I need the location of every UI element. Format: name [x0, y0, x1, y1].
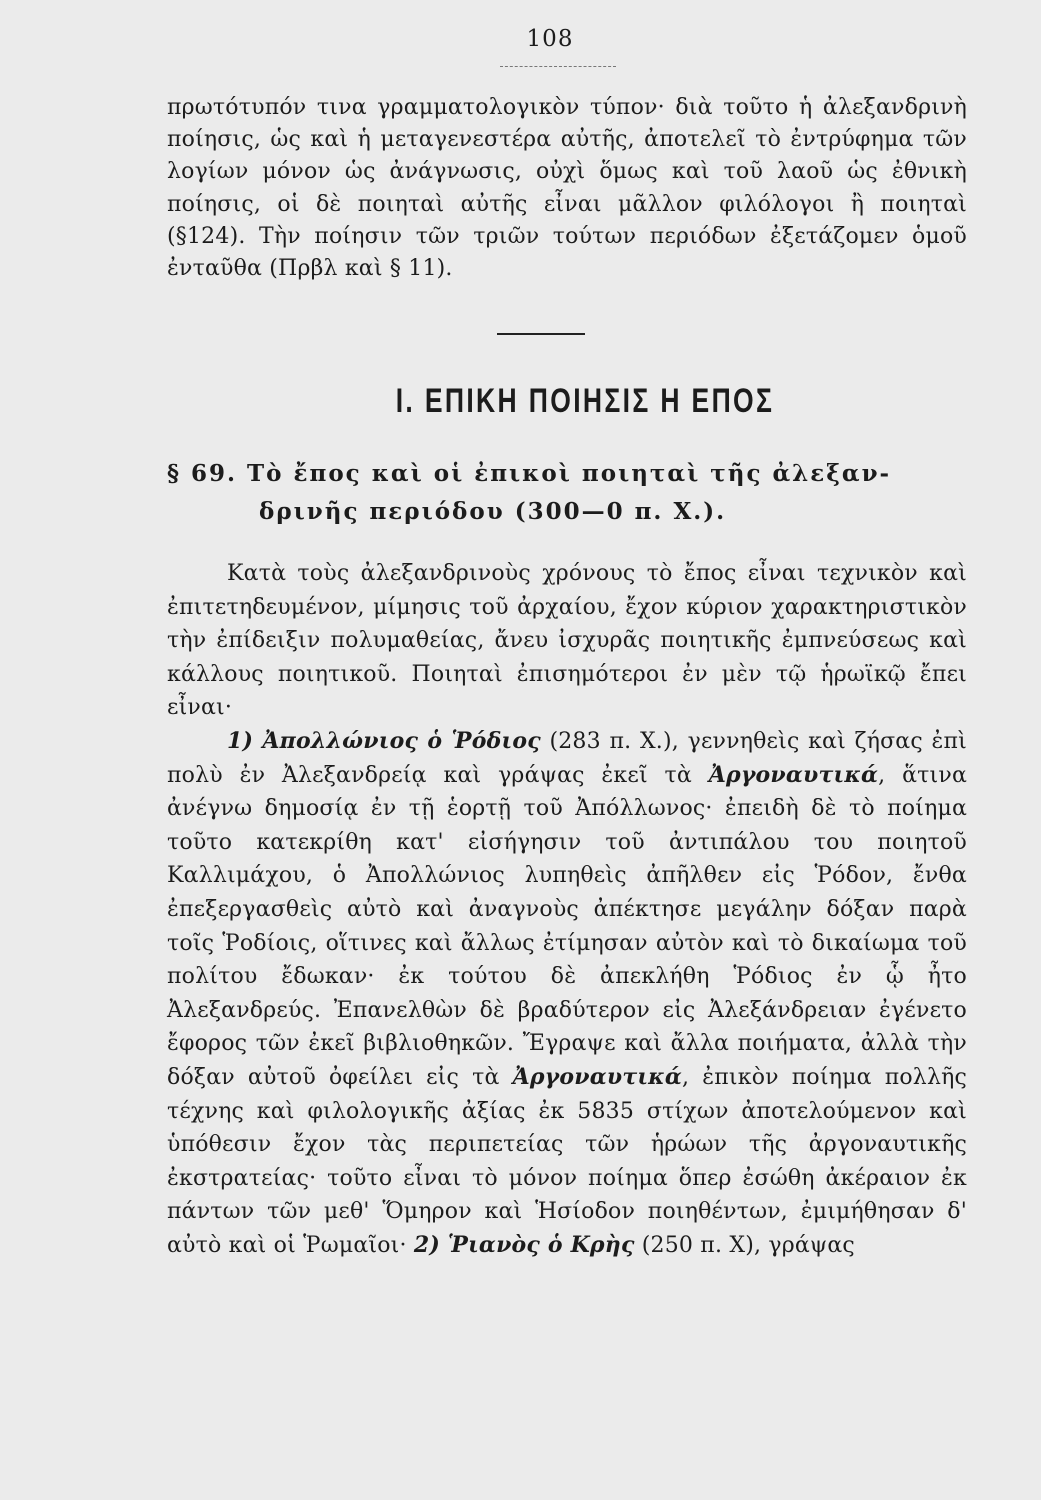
body-text-segment: (250 π. Χ), γράψας [634, 1232, 855, 1258]
section-title-line2: δρινῆς περιόδου (300—0 π. Χ.). [259, 498, 727, 525]
section-divider [497, 333, 585, 335]
page-number-rule [500, 66, 616, 67]
poet-name-apollonius: 1) Ἀπολλώνιος ὁ Ῥόδιος [227, 727, 541, 754]
body-paragraph-1: Κατὰ τοὺς ἀλεξανδρινοὺς χρόνους τὸ ἔπος εἶναι τεχνικὸν καὶ ἐπιτετηδευμένον, μίμησις τοῦ ἀρχαίου, ἔχον κύριον χαρακτηριστικὸν τὴν ἐπίδειξιν πολυμαθείας, ἄνευ ἰσχυρᾶς ποιητικῆς ἐμπνεύσεως καὶ κάλλους ποιητικοῦ. Ποιηταὶ ἐπισημότεροι ἐν μὲν τῷ ἡρωϊκῷ ἔπει εἶναι· [167, 561, 967, 721]
intro-paragraph: πρωτότυπόν τινα γραμματολογικὸν τύπον· διὰ τοῦτο ἡ ἀλεξανδρινὴ ποίησις, ὡς καὶ ἡ μεταγενεστέρα αὐτῆς, ἀποτελεῖ τὸ ἐντρύφημα τῶν λογίων μόνον ὡς ἀνάγνωσις, οὐχὶ ὅμως καὶ τοῦ λαοῦ ὡς ἐθνικὴ ποίησις, οἱ δὲ ποιηταὶ αὐτῆς εἶναι μᾶλλον φιλόλογοι ἢ ποιηταὶ (§124). Τὴν ποίησιν τῶν τριῶν τούτων περιόδων ἐξετάζομεν ὁμοῦ ἐνταῦθα (Πρβλ καὶ § 11). [167, 95, 967, 282]
body-text [167, 557, 967, 1262]
section-title-line1: § 69. Τὸ ἔπος καὶ οἱ ἐπικοὶ ποιηταὶ τῆς ἀλεξαν- [167, 460, 892, 487]
body-text-segment: , ἐπικὸν ποίημα πολλῆς τέχνης καὶ φιλολογικῆς ἀξίας ἐκ 5835 στίχων ἀποτελούμενον καὶ ὑπόθεσιν ἔχον τὰς περιπετείας τῶν ἡρώων τῆς ἀργοναυτικῆς ἐκστρατείας· τοῦτο εἶναι τὸ μόνον ποίημα ὅπερ ἐσώθη ἀκέραιον ἐκ πάντων τῶν μεθ' Ὅμηρον καὶ Ἡσίοδον ποιηθέντων, ἐμιμήθησαν δ' αὐτὸ καὶ οἱ Ῥωμαῖοι· [167, 1064, 967, 1258]
work-title-argonautica: Ἀργοναυτικά [512, 1063, 682, 1090]
poet-name-rianos: 2) Ῥιανὸς ὁ Κρὴς [413, 1231, 635, 1258]
page-number: 108 [526, 26, 574, 52]
body-paragraph-2 [167, 725, 967, 1263]
work-title-argonautica: Ἀργοναυτικά [708, 761, 879, 788]
body-text-segment: , ἅτινα ἀνέγνω δημοσίᾳ ἐν τῇ ἑορτῇ τοῦ Ἀπόλλωνος· ἐπειδὴ δὲ τὸ ποίημα τοῦτο κατεκρίθη κατ' εἰσήγησιν τοῦ ἀντιπάλου του ποιητοῦ Καλλιμάχου, ὁ Ἀπολλώνιος λυπηθεὶς ἀπῆλθεν εἰς Ῥόδον, ἔνθα ἐπεξεργασθεὶς αὐτὸ καὶ ἀναγνοὺς ἀπέκτησε μεγάλην δόξαν παρὰ τοῖς Ῥοδίοις, οἵτινες καὶ ἄλλως ἐτίμησαν αὐτὸν καὶ τὸ δικαίωμα τοῦ πολίτου ἔδωκαν· ἐκ τούτου δὲ ἀπεκλήθη Ῥόδιος ἐν ᾧ ἦτο Ἀλεξανδρεύς. Ἐπανελθὼν δὲ βραδύτερον εἰς Ἀλεξάνδρειαν ἐγένετο ἔφορος τῶν ἐκεῖ βιβλιοθηκῶν. Ἔγραψε καὶ ἄλλα ποιήματα, ἀλλὰ τὴν δόξαν αὐτοῦ ὀφείλει εἰς τὰ [167, 762, 968, 1090]
section-title [167, 455, 967, 531]
chapter-heading: Ι. ΕΠΙΚΗ ΠΟΙΗΣΙΣ Η ΕΠΟΣ [395, 382, 775, 420]
body-text-segment: (283 π. Χ.), γεννηθεὶς καὶ ζήσας ἐπὶ πολὺ ἐν Ἀλεξανδρείᾳ καὶ γράψας ἐκεῖ τὰ [167, 728, 967, 788]
